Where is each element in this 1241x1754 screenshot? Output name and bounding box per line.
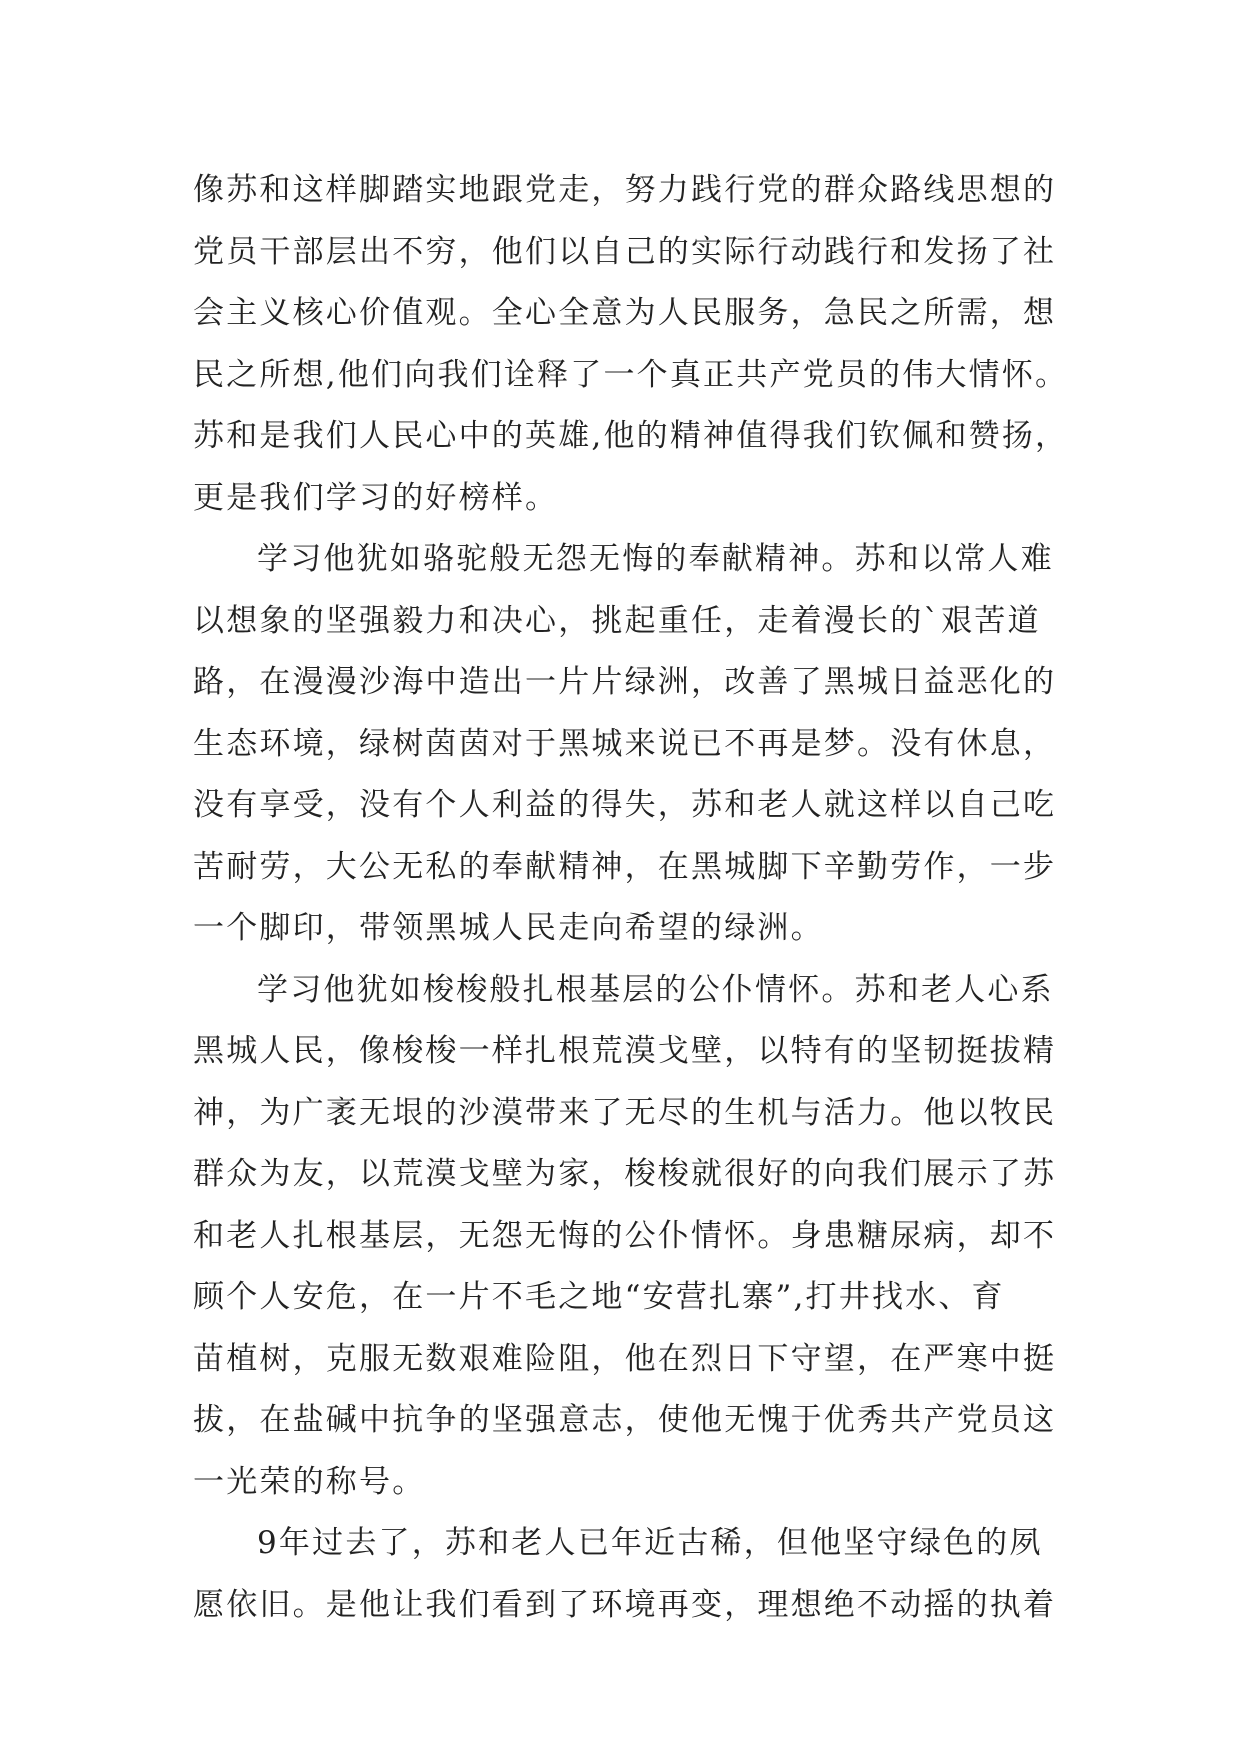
paragraph-2 — [193, 529, 1063, 960]
text-line: 会主义核心价值观。全心全意为人民服务，急民之所需，想 — [193, 295, 1057, 331]
text-line: 神，为广袤无垠的沙漠带来了无尽的生机与活力。他以牧民 — [193, 1094, 1057, 1131]
text-line: 群众为友，以荒漠戈壁为家，梭梭就很好的向我们展示了苏 — [193, 1156, 1057, 1192]
text-line: 路，在漫漫沙海中造出一片片绿洲，改善了黑城日益恶化的 — [193, 664, 1057, 700]
paragraph-4 — [193, 1513, 1063, 1636]
text-line: 党员干部层出不穷，他们以自己的实际行动践行和发扬了社 — [193, 233, 1057, 270]
text-line: 像苏和这样脚踏实地跟党走，努力践行党的群众路线思想的 — [193, 172, 1057, 208]
text-line: 苏和是我们人民心中的英雄,他的精神值得我们钦佩和赞扬， — [193, 418, 1069, 454]
text-line: 学习他犹如梭梭般扎根基层的公仆情怀。苏和老人心系 — [257, 971, 1054, 1008]
text-line: 更是我们学习的好榜样。 — [193, 479, 559, 516]
body-text — [193, 160, 1069, 1636]
text-line: 民之所想,他们向我们诠释了一个真正共产党员的伟大情怀。 — [193, 356, 1069, 393]
text-line: 苗植树，克服无数艰难险阻，他在烈日下守望，在严寒中挺 — [193, 1340, 1057, 1377]
text-line: 顾个人安危，在一片不毛之地“安营扎寨”,打井找水、育 — [193, 1279, 1005, 1315]
text-line: 一个脚印，带领黑城人民走向希望的绿洲。 — [193, 910, 824, 946]
text-line: 生态环境，绿树茵茵对于黑城来说已不再是梦。没有休息， — [193, 725, 1057, 762]
text-line: 以想象的坚强毅力和决心，挑起重任，走着漫长的`艰苦道 — [193, 602, 1041, 639]
text-line: 黑城人民，像梭梭一样扎根荒漠戈壁，以特有的坚韧挺拔精 — [193, 1033, 1057, 1069]
text-line: 学习他犹如骆驼般无怨无悔的奉献精神。苏和以常人难 — [257, 541, 1054, 577]
text-line: 9年过去了，苏和老人已年近古稀，但他坚守绿色的夙 — [257, 1525, 1043, 1561]
text-line: 和老人扎根基层，无怨无悔的公仆情怀。身患糖尿病，却不 — [193, 1217, 1057, 1254]
text-line: 苦耐劳，大公无私的奉献精神，在黑城脚下辛勤劳作，一步 — [193, 848, 1057, 885]
paragraph-1 — [193, 160, 1069, 529]
text-line: 没有享受，没有个人利益的得失，苏和老人就这样以自己吃 — [193, 787, 1057, 823]
text-line: 拔，在盐碱中抗争的坚强意志，使他无愧于优秀共产党员这 — [193, 1402, 1057, 1438]
paragraph-3 — [193, 960, 1063, 1514]
text-line: 愿依旧。是他让我们看到了环境再变，理想绝不动摇的执着 — [193, 1586, 1057, 1623]
text-line: 一光荣的称号。 — [193, 1463, 426, 1500]
